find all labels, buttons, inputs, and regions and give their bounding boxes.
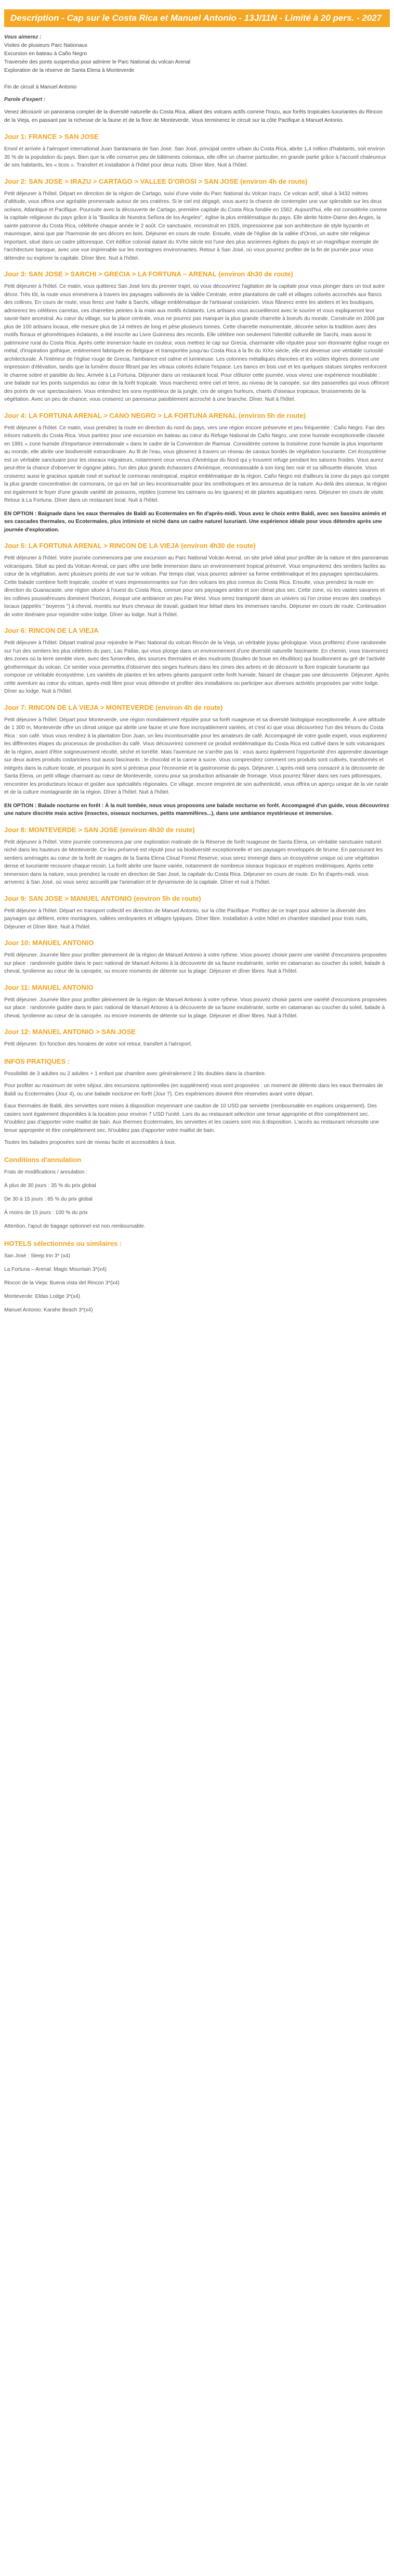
day-3 (4, 270, 390, 404)
infos-paragraph: Possibilité de 3 adultes ou 2 adultes + 1 enfant par chambre avec généralement 2 lits doubles dans la chambre. (4, 1070, 266, 1077)
likes-item: Visites de plusieurs Parc Nationaux (4, 43, 88, 48)
day-text: Envol et arrivée à l'aéroport international Juan Santamaria de San José. San José, principal centre urbain du Costa Rica, abrite 1,4 million d'habitants, soit environ 35 % de la population du pays. Bien que la ville conserve peu de bâtiments coloniaux, elle offre un charme particulier, en grande partie grâce à l'accueil chaleureux de ses habitants, les « ticos ». Transfert et installation à l'hôtel pour deux nuits. Dîner libre. Nuit à l'hôtel. (4, 146, 386, 168)
day-option: EN OPTION : Balade nocturne en forêt : À la nuit tombée, nous vous proposons une balade nocturne en forêt. Accompagné d'un guide, vous découvrirez une nature discrète mais active (insectes, oiseaux nocturnes, petits mammifères...), dans une ambiance mystérieuse et immersive. (4, 802, 389, 817)
day-text: Petit déjeuner à l'hôtel. Ce matin, vous prendrez la route en direction du nord du pays, vers une région encore préservée et peu fréquentée : Caño Negro. Fan des trésors naturels du Costa Rica. Vous partirez pour une excursion en bateau au cœur du Refuge National de Caño Negro, une zone humide exceptionnelle classée en 1991 « zone humide d'importance internationale » dans le cadre de la Convention de Ramsar. Considérée comme la troisième zone humide la plus importante au monde, elle abrite une biodiversité extraordinaire. Au fil de l'eau, vous glisserez à travers un réseau de canaux bordés de végétation luxuriante. Cet écosystème est un véritable sanctuaire pour les oiseaux migrateurs, notamment ceux venus d'Amérique du Nord qui y trouvent refuge pendant les saisons froides. Vous aurez peut-être la chance d'observer le cigogne jabiru, l'un des plus grands échassiers d'Amérique, reconnaissable à son long bec noir et sa silhouette élancée. Vous croiserez aussi le gracieux spatule rosé et surtout le cormoran neotropical, espèce emblématique de la région. Caño Negro est d'ailleurs la zone du pays qui compte la plus grande concentration de cormorans, ce qui en fait un lieu incontournable pour les ornithologues et les amoureux de la nature. Au-delà des oiseaux, la région est également le foyer d'une grande variété de poissons, reptiles (comme les caïmans ou les iguanes) et de plantes aquatiques rares. Déjeuner en cours de visite. Retour à La Fortuna. Dîner dans un restaurant local. Nuit à l'hôtel. (4, 425, 389, 503)
day-title: Jour 9: SAN JOSE > MANUEL ANTONIO (environ 5h de route) (4, 894, 201, 902)
day-text: Petit déjeuner à l'hôtel. Départ matinal pour rejoindre le Parc National du volcan Rincón de la Vieja, un véritable joyau géologique. Vous profiterez d'une randonnée sur l'un des sentiers les plus célèbres du parc, Las Pailas, qui vous plonge dans un environnement d'une diversité naturelle fascinante. En chemin, vous traverserez des zones où la terre semble vivre, avec des fumerolles, des sources thermales et des mudroots (boulles de boue en ébullition) qui bouillonnent au gré de l'activité géothermique du volcan. Ce sentier vous permettra d'observer des singes hurleurs dans les cimes des arbres et de découvrir la flore tropicale luxuriante qui compose ce véritable écosystème. Les variétés de plantes et les arbres géants parquent cette forêt humide, faisant de chaque pas une découverte. Déjeuner. Après cette aventure au cœur du volcan, après-midi libre pour vous détendre et profiter des installations ou participer aux diverses activités proposées par votre lodge. Dîner au lodge. Nuit à l'hôtel. (4, 640, 389, 694)
infos-paragraph: Eaux thermales de Baldi, des serviettes sont mises à disposition moyennant une caution de 10 USD par serviette (remboursable en espèces uniquement). Des casiers sont également disponibles à la location pour environ 7 USD l'unité. Lors du au restaurant sélection une tenue appropriée et être complètement sec. N'oubliez pas d'apporter votre maillot de bain. Aux thermes Ecotermales, les serviettes et les casiers sont mis à disposition. L'accès au restaurant nécessite une tenue appropriée et être complètement sec. N'oubliez pas d'apporter votre maillot de bain. (4, 1103, 379, 1133)
day-title: Jour 11: MANUEL ANTONIO (4, 983, 94, 991)
hotel-line: La Fortuna – Arenal: Magic Mountain 3*(x4) (4, 1266, 107, 1272)
day-text: Petit déjeuner à l'hôtel. Votre journée commencera par une exploration matinale de la Réserve de forêt nuageuse de Santa Elena, un véritable sanctuaire naturel niché dans les hauteurs de Monteverde. Ce lieu préservé est réputé pour sa biodiversité exceptionnelle et ses paysages enveloppés de brume. En parcourant les sentiers aménagés au cœur de la forêt de nuages de la Santa Elena Cloud Forest Reserve, vous serez immergé dans un écosystème unique où une végétation dense et luxuriante recouvre chaque recoin. La forêt abrite une faune variée, notamment de nombreux oiseaux tropicaux et espèces endémiques. Après cette immersion dans la nature, vous prendrez la route en direction de San José, la capitale du Costa Rica. Déjeuner en cours de route. En fin d'après-midi, vous arriverez à San José, où vous serez accueilli par l'animation et le dynamisme de la capitale. Dîner et nuit à l'hôtel. (4, 839, 383, 885)
hotel-line: San José : Sleep Inn 3* (x4) (4, 1253, 70, 1259)
day-text: Petit déjeuner. Journée libre pour profiter pleinement de la région de Manuel Antonio à votre rythme. Vous pouvez choisir parmi une variété d'excursions proposées sur place : randonnée guidée dans le parc national de Manuel Antonio à la découverte de sa faune exubérante, sortie en catamaran au coucher du soleil, balade à cheval, tyrolienne au cœur de la canopée, ou encore moments de détente sur la plage. Déjeuner et dîner libres. Nuit à l'hôtel. (4, 952, 387, 974)
day-2 (4, 177, 390, 263)
hotels-section (4, 1239, 390, 1315)
day-12 (4, 1027, 390, 1049)
likes-item: Exploration de la réserve de Santa Elena à Monteverde (4, 68, 135, 73)
cancellation-line: Attention, l'ajout de bagage optionnel est non remboursable. (4, 1223, 146, 1229)
likes-item (4, 75, 390, 83)
day-text: Petit déjeuner à l'hôtel. Départ en direction de la région de Cartago, suivi d'une visite du Parc National du Volcan Irazu. Ce volcan actif, situé à 3432 mètres d'altitude, vous offrira une agréable promenade autour de ses cratères. Si le ciel est dégagé, vous aurez la chance de contempler une vue splendide sur les deux océans, Atlantique et Pacifique. Poursuite avec la découverte de Cartago, première capitale du Costa Rica fondée en 1562. Aujourd'hui, elle est considérée comme la capitale religieuse du pays grâce à la "Basilica de Nuestra Señora de los Angeles", église la plus emblématique du pays. Elle abrite Notre-Dame des Anges, la sainte patronne du Costa Rica, célébrée chaque année le 2 août. Ce sanctuaire, reconstruit en 1926, impressionne par son architecture de style byzantin et mauresque, ainsi que par l'harmonie de ses décors en bois. Déjeuner en cours de route. Ensuite, visite de l'église de la vallée d'Orosi, un autre site religieux important, situé dans un cadre pittoresque. Cet édifice colonial datant du XVIIe siècle est l'une des plus anciennes églises du pays et un magnifique exemple de l'architecture baroque, avec une vue imprenable sur les montagnes environnantes. Retour à San José, où vous pourrez profiter de la fin de journée pour vous détendre ou explorer la capitale. Dîner libre. Nuit à l'hôtel. (4, 190, 387, 261)
cancellation-title: Conditions d'annulation (4, 1155, 82, 1164)
day-title: Jour 8: MONTEVERDE > SAN JOSE (environ 4h30 de route) (4, 825, 195, 834)
day-text: Petit déjeuner à l'hôtel. Départ en transport collectif en direction de Manuel Antonio, sur la côte Pacifique. Profitez de ce trajet pour admirer la diversité des paysages qui défilent, entre montagnes, vallées verdoyantes et villages typiques. Dîner libre. Installation à votre hôtel en chambre standard pour trois nuits, Déjeuner et Dîner libre. Nuit à l'hôtel. (4, 908, 368, 930)
likes-item: Fin de circuit à Manuel Antonio (4, 84, 77, 90)
cancellation-section (4, 1155, 390, 1231)
day-option: EN OPTION : Baignade dans les eaux thermales de Baldi au Ecotermales en fin d'après-midi. Vous avez le choix entre Baldi, avec ses bassins animés et ses cascades thermales, ou Ecotermales, plus intimiste et niché dans un cadre naturel luxuriant. Une expérience idéale pour vous détendre après une journée d'exploration. (4, 511, 386, 533)
cancellation-line: Frais de modifications / annulation : (4, 1169, 88, 1175)
day-text: Petit déjeuner à l'hôtel. Votre journée commencera par une excursion au Parc National Volcán Arenal, un site privé idéal pour profiter de la nature et des panoramas volcaniques. Situé au pied du Volcan Arenal, ce parc offre une belle immersion dans un environnement tropical préservé. Vous emprunterez des sentiers faciles au cœur de la végétation, avec plusieurs points de vue sur le volcan. Par temps clair, vous pourrez admirer sa forme emblématique et les paysages spectaculaires. Cette balade combine forêt tropicale, coulée et vues impressionnantes sur l'un des volcans les plus connus du Costa Rica. Ensuite, vous prendrez la route en direction du Guanacaste, une région située à l'ouest du Costa Rica, connue pour ses paysages arides et son climat plus sec. Cette zone, où les vastes savanes et les collines poussiéreuses dominent l'horizon, évoque une ambiance un peu Far West. Vous serez transporté dans un univers où l'on croise encore des cowboys locaux (appelés " boyeros ") à cheval, montés sur leurs chevaux de travail, guidant leur bétail dans les immenses ranchs. Déjeuner en cours de route. Continuation de votre itinéraire pour rejoindre votre lodge. Dîner au lodge. Nuit à l'hôtel. (4, 555, 389, 618)
day-title: Jour 7: RINCON DE LA VIEJA > MONTEVERDE (environ 4h de route) (4, 703, 223, 711)
day-title: Jour 5: LA FORTUNA ARENAL > RINCON DE LA VIEJA (environ 4h30 de route) (4, 542, 256, 550)
page-title: Description - Cap sur le Costa Rica et Manuel Antonio - 13J/11N - Limité à 20 pers. - 2027 (4, 9, 390, 27)
day-text: Petit déjeuner à l'hôtel. Départ pour Monteverde, une région mondialement réputée pour sa forêt nuageuse et sa diversité biologique exceptionnelle. À une altitude de 1 300 m, Monteverde offre un climat unique qui abrite une faune et une flore incroyablement variées, et c'est ici que vous découvrirez l'un des trésors du Costa Rica : son café. Vous vous rendrez à la plantation Don Juan, un lieu incontournable pour les amateurs de café. Accompagné de votre guide expert, vous explorerez les différentes étapes du processus de production du café. Vous découvrirez comment ce produit emblématique du Costa Rica est cultivé dans le sols volcaniques de la région, avant d'être soigneusement récolté, séché et torréfié. Mais l'aventure ne s'arrête pas là : vous aurez également l'opportunité d'en apprendre davantage sur deux autres produits costariciens tout aussi fascinants : le chocolat et la canne à sucre. Vous comprendrez comment ces produits sont cultivés, transformés et intégrés dans la culture locale, et pourquoi ils sont si précieux pour l'économie et la gastronomie du pays. Déjeuner. L'après-midi sera consacré à la découverte de Santa Elena, un petit village charmant au cœur de Monteverde, connu pour sa production artisanale de fromage. Vous pourrez flâner dans ses rues pittoresques, rencontrer les producteurs locaux et goûter aux spécialités régionales. Ce village, encore empreint de son authenticité, vous offrira un aperçu unique de la vie rurale et de la culture montagnarde de la région. Dîner à l'hôtel. Nuit à l'hôtel. (4, 717, 388, 795)
day-11 (4, 983, 390, 1021)
day-title: Jour 4: LA FORTUNA ARENAL > CANO NEGRO > LA FORTUNA ARENAL (environ 5h de route) (4, 411, 306, 419)
expert-label (4, 96, 390, 104)
day-text: Petit déjeuner à l'hôtel. Ce matin, vous quitterez San José lors du premier trajet, où vous découvrirez l'agitation de la capitale pour vous plonger dans un tout autre décor. Très tôt, la route vous emmènera à travers les paysages vallonnés de la Vallée Centrale, entre plantations de café et villages colorés accrochés aux flancs des collines. En cours de route, vous ferez une halte à Sarchi, village emblématique de l'artisanat costaricien. Vous flânerez entre les ateliers et les boutiques, admirerez les célèbres carretas, ces charrettes peintes à la main aux motifs éclatants. Les artisans vous accueilleront avec le sourire et vous expliqueront leur savoir-faire ancestral. Au cœur du village, sur la place centrale, vous ne pourrez pas manquer la plus grande charrette à boeufs du monde. Construite en 2006 par plus de 100 artisans locaux, elle mesure plus de 14 mètres de long et pèse plusieurs tonnes. Cette charrette monumentale, décorée selon la tradition avec des motifs floraux et géométriques éclatants, a été inscrite au Livre Guinness des records. Elle célèbre non seulement l'identité culturelle de Sarchi, mais aussi le patrimoine rural du Costa Rica. Après cette immersion haute en couleur, vous mettrez le cap sur Grecia, charmante ville réputée pour son étonnante église rouge en métal, d'inspiration gothique, entièrement fabriquée en Belgique et transportée jusqu'au Costa Rica à la fin du XIXe siècle, elle est devenue une véritable curiosité architecturale. À l'intérieur de l'église rouge de Grecia, l'ambiance est calme et lumineuse. Les colonnes métalliques élancées et les voûtes légères donnent une impression d'élévation, tandis que la lumière douce filtrant par les vitraux colorés éclaire l'espace. Les bancs en bois usé et les quelques statues simples renforcent le charme sobre et paisible du lieu. Arrivée à La Fortuna. Déjeuner dans un restaurant local. Pour clôturer cette journée, vous vivrez une expérience inoubliable : une balade sur les ponts suspendus au cœur de la forêt tropicale. Vous marcherez entre ciel et terre, au niveau de la canopée, sur des passerelles qui vous offriront des points de vue spectaculaires. Vous entendrez les sons mystérieux de la jungle, cris de singes hurleurs, chants d'oiseaux tropicaux, bruissements de la végétation. Avec un peu de chance, vous croiserez un paresseux paisiblement accroché à une branche. Dîner. Nuit à l'hôtel. (4, 284, 389, 402)
infos-paragraph: Toutes les balades proposées sont de niveau facile et accessibles à tous. (4, 1140, 176, 1145)
cancellation-line: À moins de 15 jours : 100 % du prix (4, 1209, 88, 1216)
likes-label: Vous aimerez : (4, 34, 42, 40)
likes-item: Excursion en bateau à Caño Negro (4, 51, 87, 57)
infos-paragraph: Pour profiter au maximum de votre séjour, des excursions optionnelles (en supplément) vous sont proposées : un moment de détente dans les eaux thermales de Baldi ou Ecotermales (Jour 4), ou une balade nocturne en forêt (Jour 7). Ces expériences doivent être réservées avant votre départ. (4, 1083, 383, 1097)
day-1 (4, 132, 390, 170)
day-title: Jour 2: SAN JOSE > IRAZU > CARTAGO > VALLEE D'OROSI > SAN JOSE (environ 4h de route) (4, 177, 308, 185)
intro-block (4, 33, 390, 125)
cancellation-line: À plus de 30 jours : 35 % du prix global (4, 1182, 96, 1189)
expert-text: Venez découvrir un panorama complet de la diversité naturelle du Costa Rica, alliant des volcans actifs comme l'Irazu, aux forêts tropicales luxuriantes du Rincon de la Vieja, en passant par la richesse de la faune et de la flore de Monteverde. Vous terminerez le circuit sur la côte Pacifique à Manuel Antonio. (4, 109, 383, 123)
hotel-line: Manuel Antonio: Karahe Beach 3*(x4) (4, 1307, 93, 1313)
expert-label-text: Parole d'expert : (4, 97, 46, 103)
day-7 (4, 703, 390, 818)
day-title: Jour 1: FRANCE > SAN JOSE (4, 133, 99, 141)
day-8 (4, 825, 390, 887)
hotels-title: HOTELS sélectionnés ou similaires : (4, 1239, 122, 1247)
day-title: Jour 10: MANUEL ANTONIO (4, 939, 94, 947)
hotel-line: Monteverde: Eldas Lodge 3*(x4) (4, 1293, 81, 1299)
day-title: Jour 3: SAN JOSE > SARCHI > GRECIA > LA FORTUNA – ARENAL (environ 4h30 de route) (4, 270, 293, 278)
day-title: Jour 12: MANUEL ANTONIO > SAN JOSE (4, 1028, 136, 1036)
day-text: Petit déjeuner. En fonction des horaires de votre vol retour, transfert à l'aéroport. (4, 1041, 192, 1047)
infos-title: INFOS PRATIQUES : (4, 1057, 70, 1065)
day-title: Jour 6: RINCON DE LA VIEJA (4, 627, 99, 634)
day-text: Petit déjeuner. Journée libre pour profiter pleinement de la région de Manuel Antonio à votre rythme. Vous pouvez choisir parmi une variété d'excursions proposées sur place : randonnée guidée dans le parc national de Manuel Antonio à la découverte de sa faune exubérante, sortie en catamaran au coucher du soleil, balade à cheval, tyrolienne au cœur de la canopée, ou encore moments de détente sur la plage. Déjeuner et dîner libres. Nuit à l'hôtel. (4, 997, 387, 1019)
day-10 (4, 938, 390, 976)
hotel-line: Rincon de la Vieja: Buena vista del Rincon 3*(x4) (4, 1280, 120, 1286)
cancellation-line: De 30 à 15 jours : 85 % du prix global (4, 1196, 93, 1202)
infos-section (4, 1057, 390, 1147)
day-9 (4, 894, 390, 932)
day-4 (4, 411, 390, 534)
day-6 (4, 626, 390, 696)
day-5 (4, 541, 390, 619)
likes-item: Traversée des ponts suspendus pour admirer le Parc National du volcan Arenal (4, 59, 191, 65)
